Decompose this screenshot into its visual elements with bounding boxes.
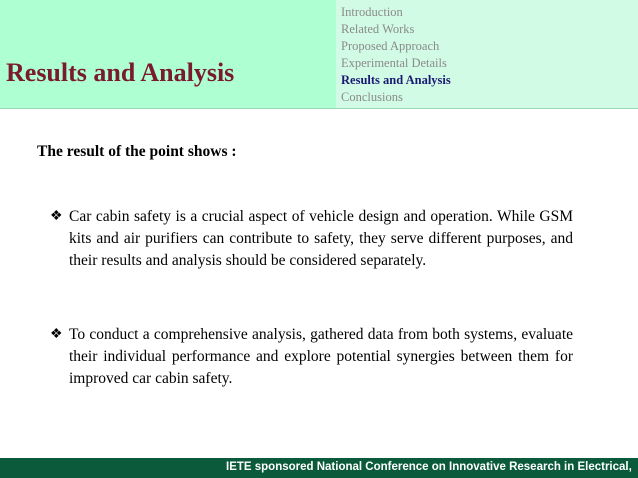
bullet-item: [50, 324, 573, 390]
bullet-text: Car cabin safety is a crucial aspect of vehicle design and operation. While GSM kits and air purifiers can contribute to safety, they serve different purposes, and their results and analysis should be considered separately.: [69, 208, 573, 269]
section-nav: [341, 4, 451, 106]
header-title-panel: [0, 0, 336, 108]
footer-text: IETE sponsored National Conference on Innovative Research in Electrical,: [226, 461, 632, 473]
bullet-text: To conduct a comprehensive analysis, gathered data from both systems, evaluate their individual performance and explore potential synergies between them for improved car cabin safety.: [69, 326, 573, 387]
footer-bar: [0, 458, 638, 478]
nav-item-conclusions: Conclusions: [341, 90, 403, 104]
nav-item-introduction: Introduction: [341, 5, 403, 19]
slide-title: Results and Analysis: [6, 58, 235, 87]
nav-item-results-and-analysis: Results and Analysis: [341, 73, 451, 87]
nav-item-related-works: Related Works: [341, 22, 415, 36]
diamond-bullet-icon: ❖: [50, 327, 63, 342]
bullet-item: [50, 206, 573, 272]
diamond-bullet-icon: ❖: [50, 209, 63, 224]
nav-item-proposed-approach: Proposed Approach: [341, 39, 440, 53]
header-divider: [0, 108, 638, 109]
nav-item-experimental-details: Experimental Details: [341, 56, 447, 70]
lead-text: The result of the point shows :: [37, 143, 237, 160]
